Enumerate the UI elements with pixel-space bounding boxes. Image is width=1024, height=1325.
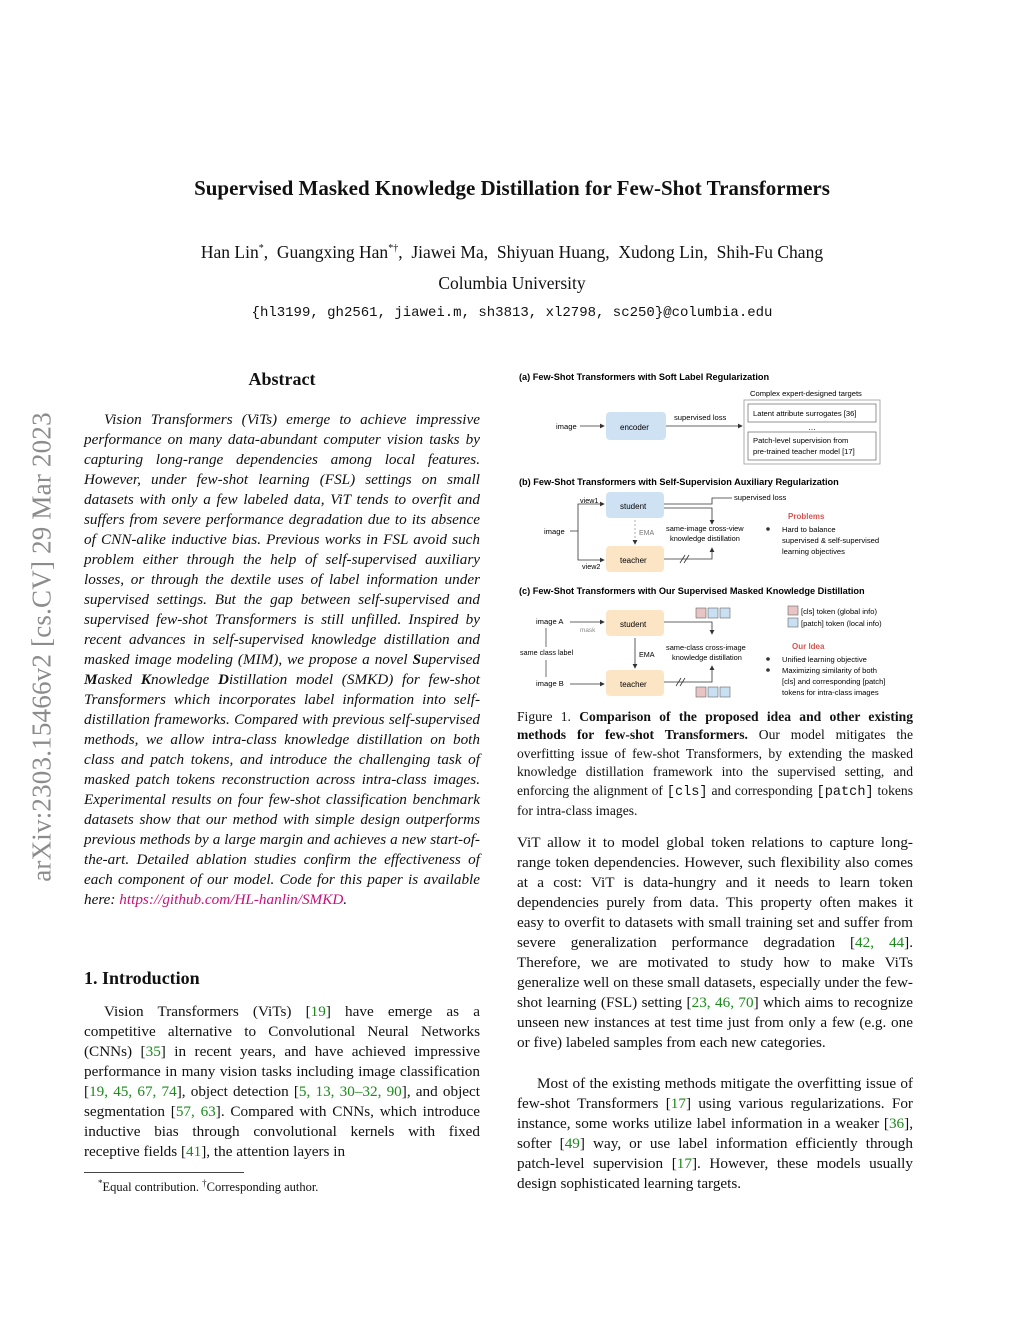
target-dots: … xyxy=(808,423,816,432)
patch-legend-swatch xyxy=(788,618,798,627)
c-kd-2: knowledge distillation xyxy=(672,653,742,662)
target-2b: pre-trained teacher model [17] xyxy=(753,447,855,456)
c-teacher-label: teacher xyxy=(620,680,647,689)
author-name: Shih-Fu Chang xyxy=(716,242,824,262)
encoder-label: encoder xyxy=(620,423,649,432)
b-teacher-label: teacher xyxy=(620,556,647,565)
author-name: Shiyuan Huang xyxy=(496,242,606,262)
problem-3: learning objectives xyxy=(782,547,845,556)
citation[interactable]: 57, 63 xyxy=(175,1103,216,1120)
abstract-body: Vision Transformers (ViTs) emerge to achieve impressive performance on many data-abundant computer vision tasks by capturing long-range dependencies among local features. However, under few-shot learning (FSL) settings on small datasets with only a few labeled data, ViT tends to overfit and suffers from severe performance degradation due to its absence of CNN-alike inductive bias. Previous works in FSL avoid such problem either through the help of self-supervised auxiliary losses, or through the dextile uses of label information under supervised settings. But the gap between self-supervised and supervised few-shot Transformers is still unfilled. Inspired by recent advances in self-supervised knowledge distillation and masked image modeling (MIM), we propose a novel Supervised Masked Knowledge Distillation model (SMKD) for few-shot Transformers which incorporates label information into self-distillation frameworks. Compared with previous self-supervised methods, we allow intra-class knowledge distillation on both class and patch tokens, and introduce the challenging task of masked patch tokens reconstruction across intra-class images. Experimental results on four few-shot classification benchmark datasets show that our method with simple design outperforms previous methods by a large margin and achieves a new start-of-the-art. Detailed ablation studies confirm the effectiveness of each component of our model. Code for this paper is available here: https://github.com/HL-hanlin/SMKD. xyxy=(84,411,480,908)
view1-label: view1 xyxy=(580,496,599,505)
problem-2: supervised & self-supervised xyxy=(782,536,880,545)
intro-paragraph: Vision Transformers (ViTs) [19] have emerge as a competitive alternative to Convolutional Neural Networks (CNNs) [35] in recent years, and have achieved impressive performance in many vision tasks including image classification [19, 45, 67, 74], object detection [5, 13, 30–32, 90], and object segmentation [57, 63]. Compared with CNNs, which introduce inductive bias through convolutional kernels with fixed receptive fields [41], the attention layers in xyxy=(84,1003,480,1160)
author-name: Han Lin xyxy=(200,242,259,262)
b-student-label: student xyxy=(620,502,647,511)
citation[interactable]: 36 xyxy=(888,1115,905,1132)
problems-heading: Problems xyxy=(788,512,825,521)
targets-title: Complex expert-designed targets xyxy=(750,389,862,398)
c-student-label: student xyxy=(620,620,647,629)
target-1: Latent attribute surrogates [36] xyxy=(753,409,857,418)
panel-a-title: (a) Few-Shot Transformers with Soft Label Regularization xyxy=(519,372,770,382)
right-paragraph-1: ViT allow it to model global token relations to capture long-range token dependencies. However, such flexibility also comes at a cost: ViT is data-hungry and it needs to learn token dependencies purely from data. This property often makes it easy to overfit to datasets with small training set and suffer from severe generalization performance degradation [42, 44]. Therefore, we are motivated to study how to make ViTs generalize well on these small datasets, especially under the few-shot learning (FSL) setting [23, 46, 70] which aims to recognize unseen new instances at test time just from only a few (e.g. one or five) labeled samples from each new categories. xyxy=(517,834,913,1051)
b-supervised-loss: supervised loss xyxy=(734,493,787,502)
b-ema: EMA xyxy=(639,530,655,537)
code-link[interactable]: https://github.com/HL-hanlin/SMKD xyxy=(119,891,344,908)
citation[interactable]: 17 xyxy=(676,1155,692,1172)
cls-legend: [cls] token (global info) xyxy=(801,607,877,616)
image-a-label: image A xyxy=(536,617,564,626)
a-image-label: image xyxy=(556,422,577,431)
b-kd-1: same-image cross-view xyxy=(666,524,744,533)
arxiv-id: arXiv:2303.15466v2 [cs.CV] 29 Mar 2023 xyxy=(26,412,57,882)
arxiv-stamp xyxy=(22,352,62,942)
citation[interactable]: 19, 45, 67, 74 xyxy=(89,1083,177,1100)
b-kd-2: knowledge distillation xyxy=(670,534,740,543)
citation[interactable]: 19 xyxy=(310,1003,326,1020)
idea-3: [cls] and corresponding [patch] xyxy=(782,677,886,686)
author-name: Xudong Lin xyxy=(618,242,704,262)
author-name: Guangxing Han xyxy=(276,242,389,262)
same-class-label: same class label xyxy=(520,648,574,657)
c-kd-1: same-class cross-image xyxy=(666,643,746,652)
view2-label: view2 xyxy=(582,562,601,571)
c-ema: EMA xyxy=(639,650,655,659)
teacher-tokens xyxy=(696,687,730,697)
figure-caption: Figure 1. Comparison of the proposed idea and other existing methods for few-shot Transformers. Our model mitigates the overfitting issue of few-shot Transformers, by extending the masked knowledge distillation framework into the supervised setting, and enforcing the alignment of [cls] and corresponding [patch] tokens for intra-class images. xyxy=(517,709,914,819)
author-list: Han Lin*, Guangxing Han*†, Jiawei Ma, Shiyuan Huang, Xudong Lin, Shih-Fu Chang xyxy=(200,242,824,262)
citation[interactable]: 17 xyxy=(670,1095,686,1112)
author-name: Jiawei Ma xyxy=(411,242,484,262)
citation[interactable]: 49 xyxy=(564,1135,580,1152)
cls-legend-swatch xyxy=(788,606,798,615)
footnote: *Equal contribution. †Corresponding author. xyxy=(98,1178,319,1195)
right-paragraph-2: Most of the existing methods mitigate the overfitting issue of few-shot Transformers [17] using various regularizations. For instance, some works utilize label information in a weaker [36], softer [49] way, or use label information efficiently through patch-level supervision [17]. However, these models usually design sophisticated learning targets. xyxy=(517,1075,913,1192)
paper-title: Supervised Masked Knowledge Distillation for Few-Shot Transformers xyxy=(194,176,830,200)
target-2a: Patch-level supervision from xyxy=(753,436,849,445)
image-b-label: image B xyxy=(536,679,564,688)
problem-1: Hard to balance xyxy=(782,525,836,534)
patch-legend: [patch] token (local info) xyxy=(801,619,882,628)
affiliation: Columbia University xyxy=(438,273,586,293)
mask-label: mask xyxy=(580,627,596,634)
author-emails: {hl3199, gh2561, jiawei.m, sh3813, xl2798, sc250}@columbia.edu xyxy=(251,305,773,321)
idea-2: Maximizing similarity of both xyxy=(782,666,877,675)
figure-1 xyxy=(512,364,924,702)
b-image-label: image xyxy=(544,527,565,536)
a-supervised-loss: supervised loss xyxy=(674,413,727,422)
citation[interactable]: 41 xyxy=(186,1143,202,1160)
citation[interactable]: 23, 46, 70 xyxy=(691,994,754,1011)
abstract-heading: Abstract xyxy=(248,369,316,389)
footnote-rule xyxy=(84,1172,244,1173)
citation[interactable]: 5, 13, 30–32, 90 xyxy=(298,1083,402,1100)
citation[interactable]: 35 xyxy=(145,1043,161,1060)
idea-heading: Our Idea xyxy=(792,642,825,651)
panel-c-title: (c) Few-Shot Transformers with Our Supervised Masked Knowledge Distillation xyxy=(519,586,865,596)
intro-heading: 1. Introduction xyxy=(84,968,200,988)
student-tokens xyxy=(696,608,730,618)
idea-1: Unified learning objective xyxy=(782,655,867,664)
citation[interactable]: 42, 44 xyxy=(855,934,905,951)
panel-b-title: (b) Few-Shot Transformers with Self-Supervision Auxiliary Regularization xyxy=(519,477,839,487)
idea-4: tokens for intra-class images xyxy=(782,688,879,697)
